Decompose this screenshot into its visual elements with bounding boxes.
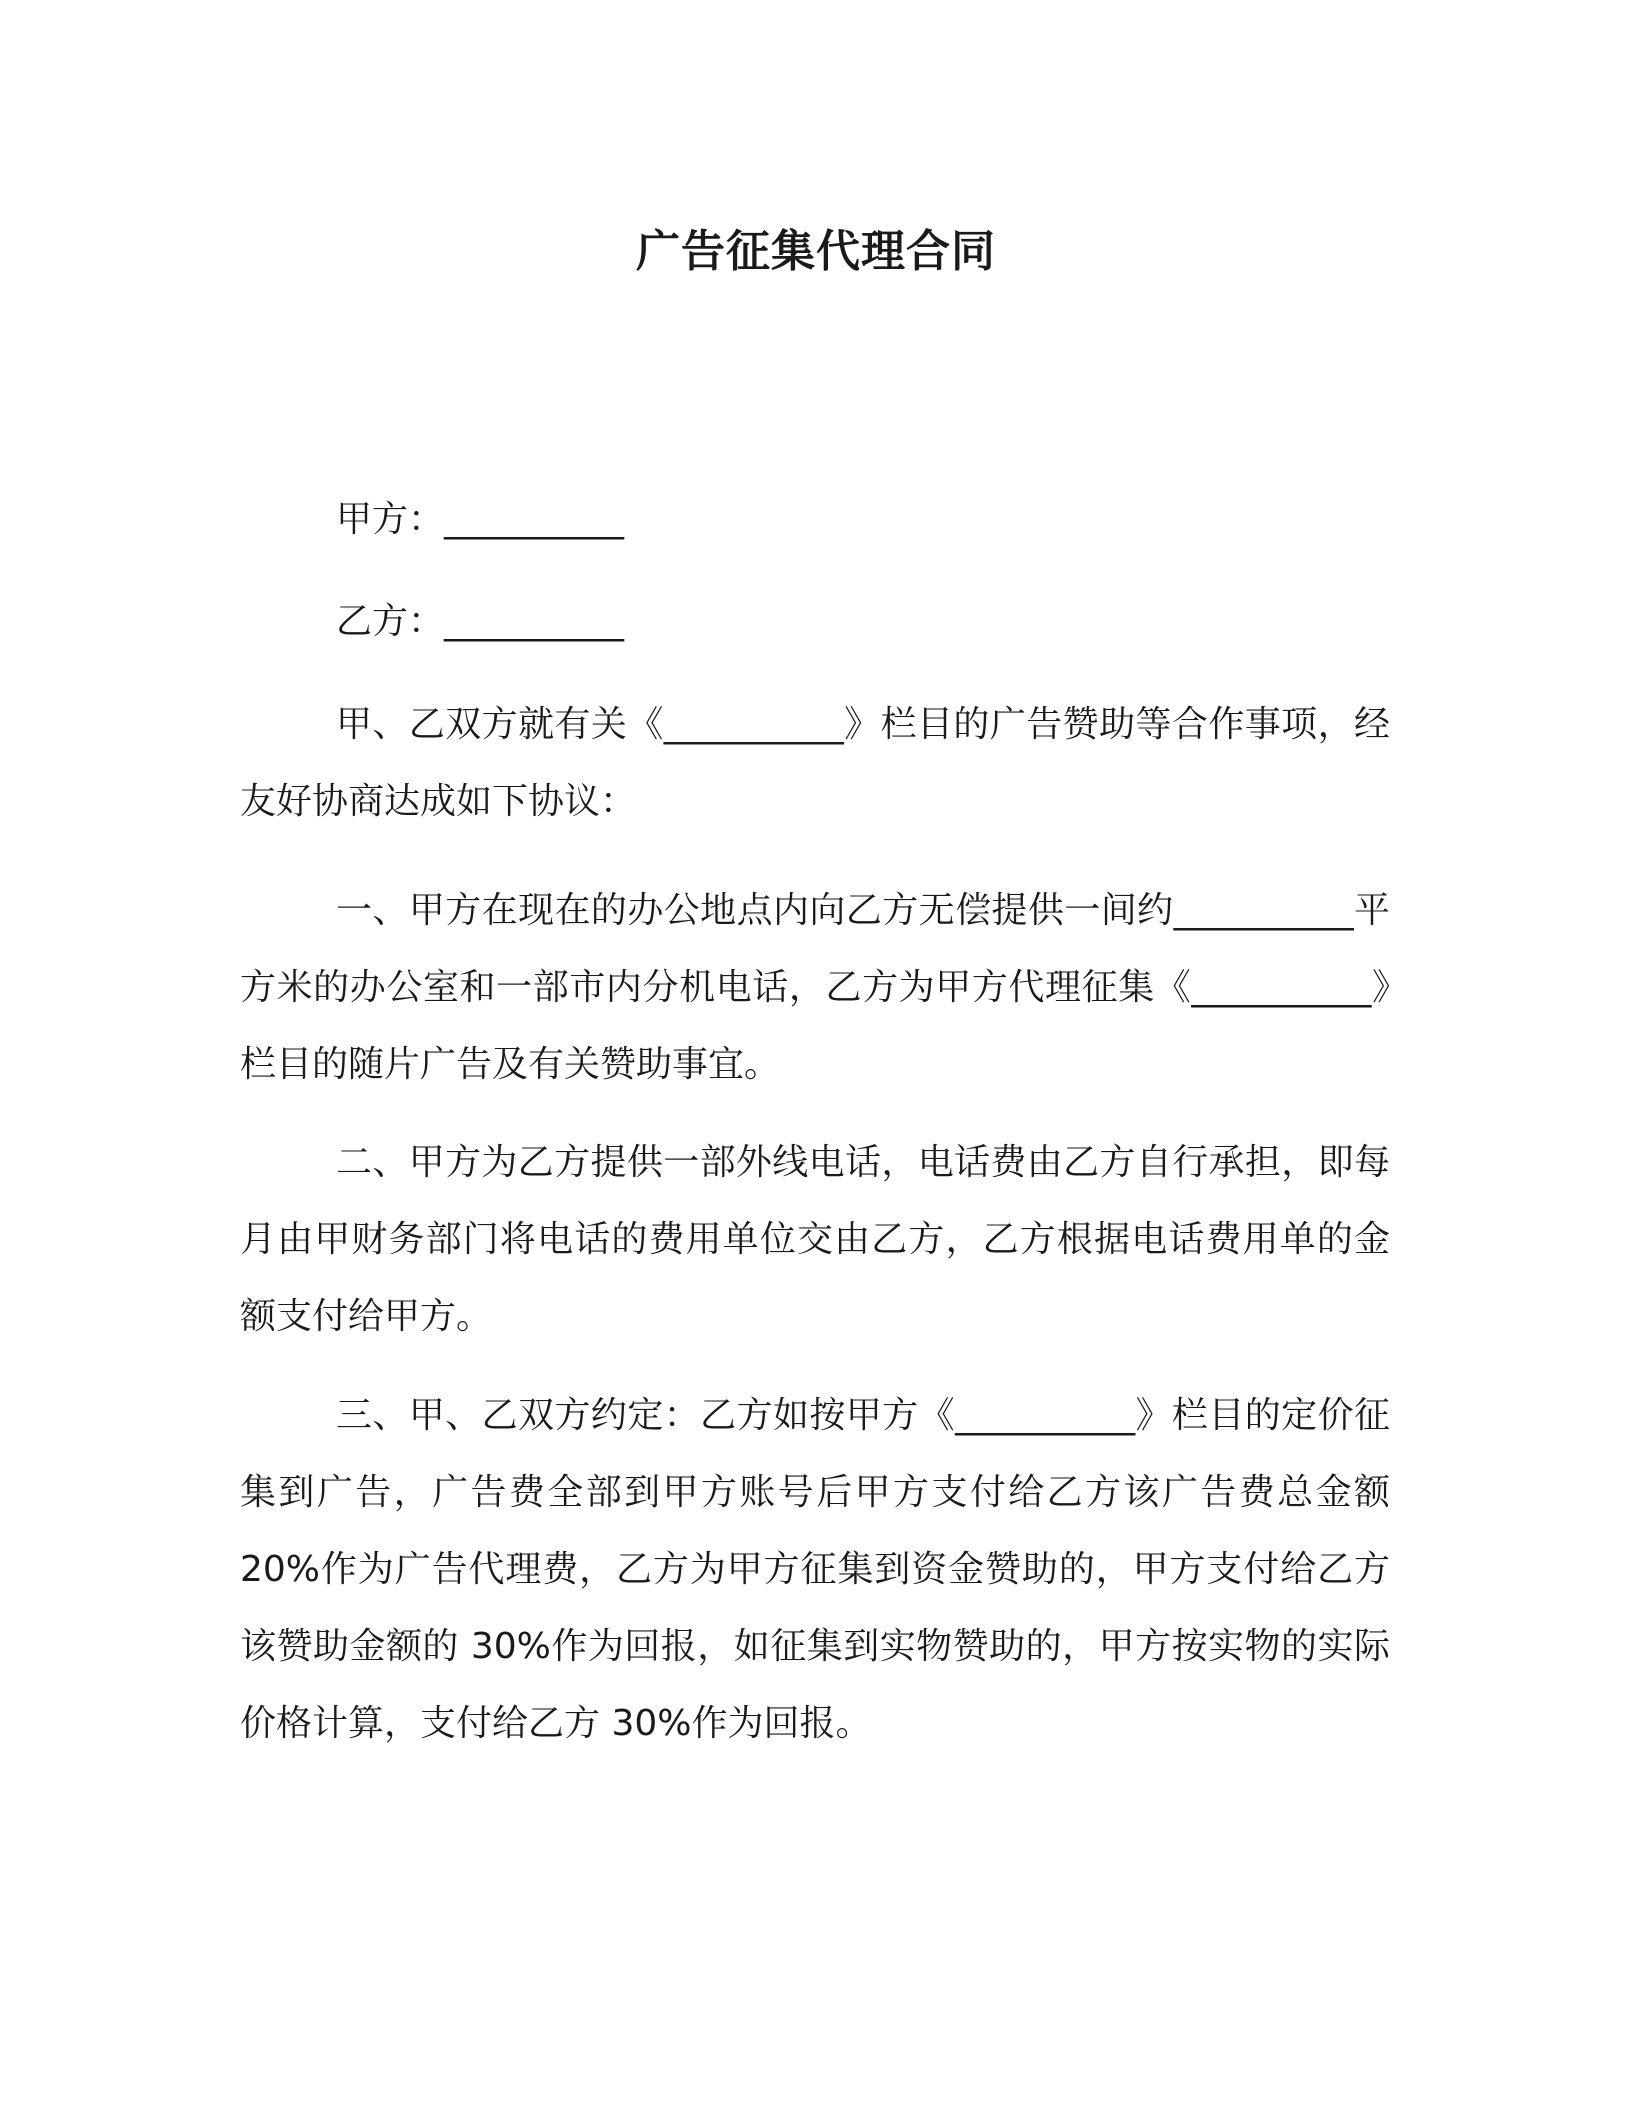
intro-paragraph: 甲、乙双方就有关《__________》栏目的广告赞助等合作事项，经友好协商达成如下协议： (240, 704, 1390, 822)
clause-2-paragraph: 二、甲方为乙方提供一部外线电话，电话费由乙方自行承担，即每月由甲财务部门将电话的费用单位交由乙方，乙方根据电话费用单的金额支付给甲方。 (240, 1142, 1390, 1337)
clause-3-paragraph: 三、甲、乙双方约定：乙方如按甲方《__________》栏目的定价征集到广告，广告费全部到甲方账号后甲方支付给乙方该广告费总金额 20%作为广告代理费，乙方为甲方征集到资金赞助的，甲方支付给乙方该赞助金额的 30%作为回报，如征集到实物赞助的，甲方按实物的实际价格计算，支付给乙方 30%作为回报。 (240, 1395, 1390, 1744)
clause-1-paragraph: 一、甲方在现在的办公地点内向乙方无偿提供一间约__________平方米的办公室和一部市内分机电话，乙方为甲方代理征集《__________》栏目的随片广告及有关赞助事宜。 (240, 890, 1390, 1085)
document-title: 广告征集代理合同 (636, 226, 996, 277)
party-b-line: 乙方：__________ (336, 601, 625, 642)
party-a-line: 甲方：__________ (336, 499, 625, 540)
